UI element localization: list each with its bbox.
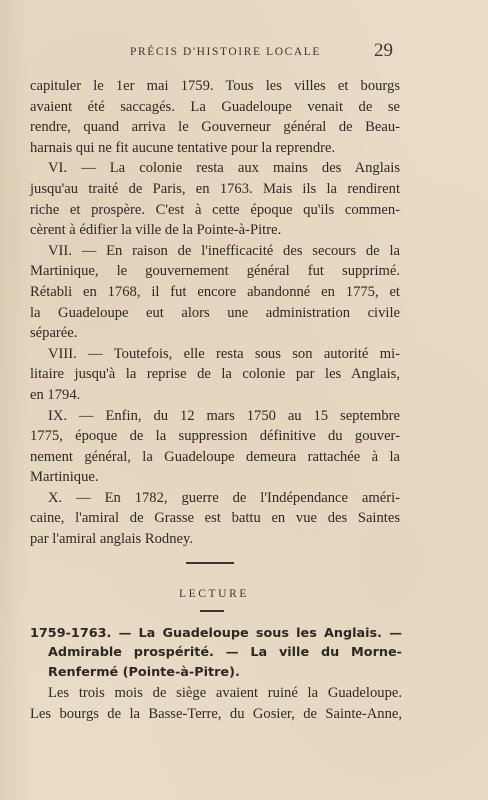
text-line: caine, l'amiral de Grasse est battu en vue des Saintes [30, 510, 400, 527]
text-line: VII. — En raison de l'inefficacité des secours de la [48, 242, 400, 259]
text-line: VIII. — Toutefois, elle resta sous son autorité mi- [48, 345, 400, 362]
text-line: Martinique. [30, 469, 99, 486]
text-line: VI. — La colonie resta aux mains des Anglais [48, 160, 400, 177]
reading-title-line: Renfermé (Pointe-à-Pitre). [48, 664, 240, 680]
reading-text [30, 683, 402, 724]
reading-title-line: Admirable prospérité. — La ville du Morne- [48, 645, 402, 661]
running-title: PRÉCIS D'HISTOIRE LOCALE [130, 46, 322, 58]
text-line: riche et prospère. C'est à cette époque qu'ils commen- [30, 201, 400, 218]
text-line: X. — En 1782, guerre de l'Indépendance améri- [48, 489, 400, 506]
text-line: avaient été saccagés. La Guadeloupe venait de se [30, 98, 400, 115]
text-line: Martinique, le gouvernement général fut supprimé. [30, 263, 400, 280]
text-line: capituler le 1er mai 1759. Tous les villes et bourgs [30, 78, 400, 94]
text-line: rendre, quand arriva le Gouverneur général de Beau- [30, 119, 400, 136]
section-heading: LECTURE [179, 588, 249, 600]
text-line: cèrent à édifier la ville de la Pointe-à-Pitre. [30, 222, 282, 239]
section-divider [186, 562, 234, 564]
text-line: en 1794. [30, 386, 81, 403]
reading-text-line: Les trois mois de siège avaient ruiné la Guadeloupe. [48, 685, 402, 701]
body-text [30, 76, 400, 550]
running-header [0, 40, 488, 64]
text-line: harnais qui ne fit aucune tentative pour la reprendre. [30, 139, 336, 156]
page-number: 29 [374, 40, 393, 61]
text-line: jusqu'au traité de Paris, en 1763. Mais ils la rendirent [30, 180, 400, 197]
text-line: Rétabli en 1768, il fut encore abandonné en 1775, et [30, 283, 400, 300]
text-line: nement général, la Guadeloupe demeura rattachée à la [30, 448, 400, 465]
heading-underline [200, 610, 224, 612]
reading-title [30, 624, 402, 682]
text-line: la Guadeloupe eut alors une administration civile [30, 304, 400, 321]
text-line: litaire jusqu'à la reprise de la colonie par les Anglais, [30, 366, 400, 383]
text-line: séparée. [30, 325, 78, 342]
text-line: 1775, époque de la suppression définitive du gouver- [30, 428, 400, 445]
text-line: par l'amiral anglais Rodney. [30, 531, 193, 548]
reading-text-line: Les bourgs de la Basse-Terre, du Gosier, de Sainte-Anne, [30, 705, 402, 722]
text-line: IX. — Enfin, du 12 mars 1750 au 15 septembre [48, 407, 400, 424]
reading-title-line: 1759-1763. — La Guadeloupe sous les Anglais. — [30, 626, 402, 641]
